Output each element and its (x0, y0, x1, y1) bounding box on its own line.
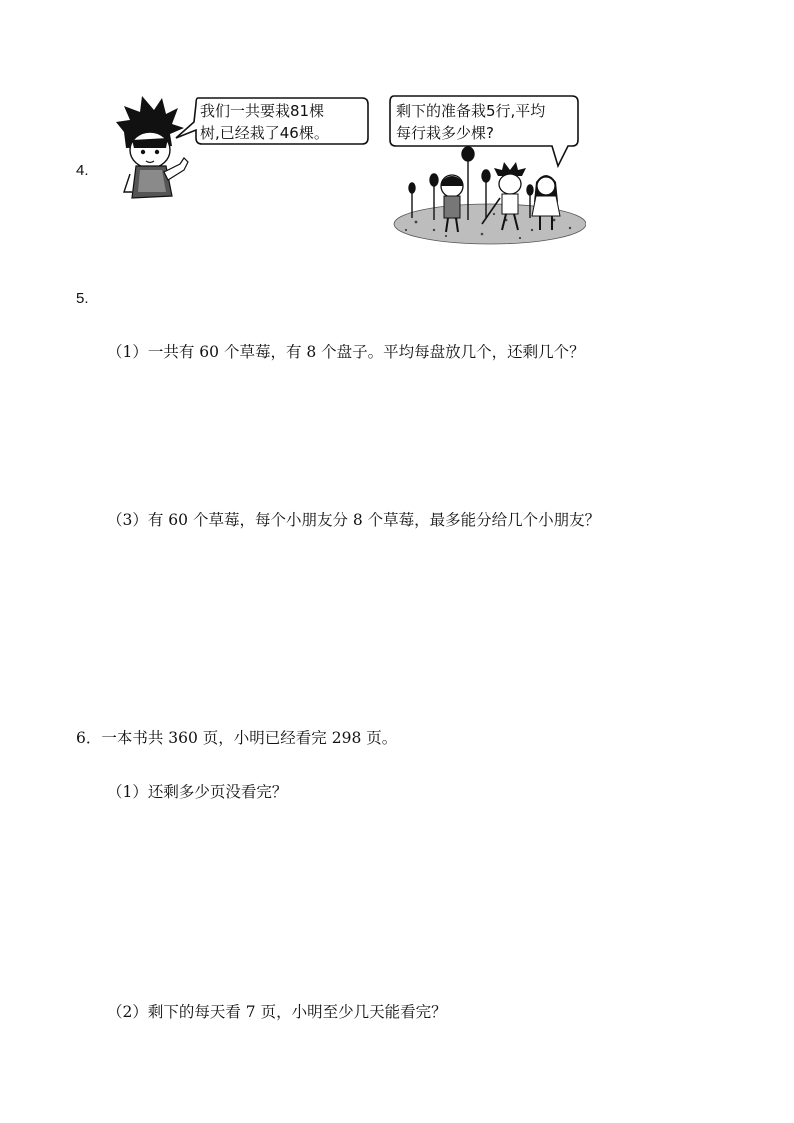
bubble-left-line-1: 我们一共要栽81棵 (200, 102, 325, 120)
question-5-part-3: （3）有 60 个草莓，每个小朋友分 8 个草莓，最多能分给几个小朋友？ (107, 511, 601, 529)
question-6-stem: 6．一本书共 360 页，小明已经看完 298 页。 (76, 729, 398, 747)
question-6-part-2: （2）剩下的每天看 7 页，小明至少几天能看完？ (107, 1003, 447, 1021)
bubble-right-line-1: 剩下的准备栽5行,平均 (396, 102, 546, 120)
bubble-left-line-2: 树,已经栽了46棵。 (200, 124, 329, 142)
question-5-part-1: （1）一共有 60 个草莓，有 8 个盘子。平均每盘放几个，还剩几个？ (107, 343, 585, 361)
question-4-number: 4. (76, 162, 89, 179)
question-6-part-1: （1）还剩多少页没看完？ (107, 783, 288, 801)
question-5-number: 5. (76, 290, 89, 307)
bubble-right-line-2: 每行栽多少棵? (396, 124, 494, 142)
